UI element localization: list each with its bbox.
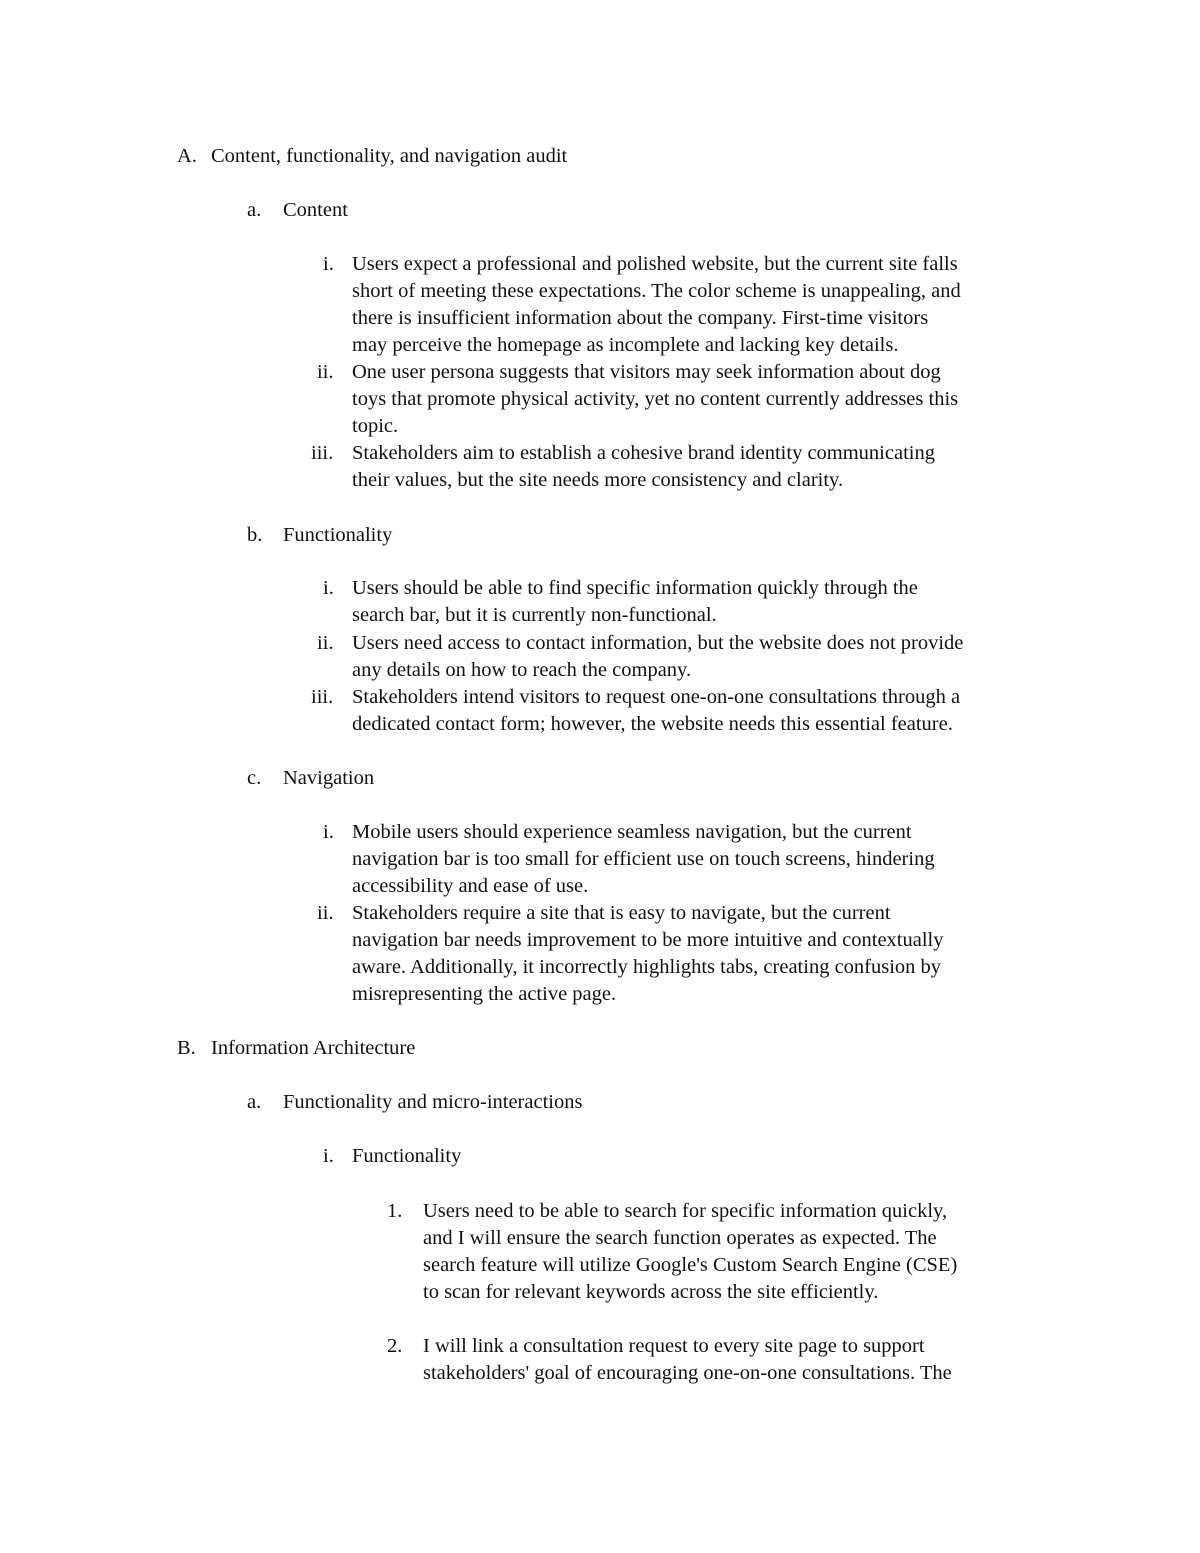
list-marker: iii. bbox=[311, 686, 334, 708]
list-marker: 1. bbox=[387, 1200, 403, 1222]
list-item-line: navigation bar is too small for efficient use on touch screens, hindering bbox=[352, 848, 935, 870]
list-item-line: One user persona suggests that visitors may seek information about dog bbox=[352, 361, 941, 383]
list-marker: i. bbox=[323, 577, 334, 599]
list-item-line: may perceive the homepage as incomplete and lacking key details. bbox=[352, 334, 899, 356]
list-item-line: topic. bbox=[352, 415, 399, 437]
list-item-line: Users should be able to find specific information quickly through the bbox=[352, 577, 918, 599]
navigation-title: Navigation bbox=[283, 767, 375, 789]
section-a-title: Content, functionality, and navigation audit bbox=[211, 145, 568, 167]
list-item-line: dedicated contact form; however, the website needs this essential feature. bbox=[352, 713, 953, 735]
navigation-marker: c. bbox=[247, 767, 262, 789]
list-item-line: there is insufficient information about the company. First-time visitors bbox=[352, 307, 929, 329]
list-marker: ii. bbox=[317, 902, 334, 924]
section-b-marker: B. bbox=[177, 1037, 196, 1059]
list-item-line: Users need to be able to search for specific information quickly, bbox=[423, 1200, 948, 1222]
list-item-line: misrepresenting the active page. bbox=[352, 983, 617, 1005]
list-item-line: Users need access to contact information, but the website does not provide bbox=[352, 632, 964, 654]
functionality-sub-title: Functionality bbox=[352, 1145, 462, 1167]
list-item-line: any details on how to reach the company. bbox=[352, 659, 692, 681]
list-marker: ii. bbox=[317, 632, 334, 654]
list-marker: iii. bbox=[311, 442, 334, 464]
list-item-line: to scan for relevant keywords across the site efficiently. bbox=[423, 1281, 879, 1303]
list-item-line: short of meeting these expectations. The color scheme is unappealing, and bbox=[352, 280, 961, 302]
list-item-line: and I will ensure the search function operates as expected. The bbox=[423, 1227, 937, 1249]
list-marker: i. bbox=[323, 253, 334, 275]
list-item-line: navigation bar needs improvement to be more intuitive and contextually bbox=[352, 929, 944, 951]
section-a-marker: A. bbox=[177, 145, 197, 167]
list-item-line: Stakeholders intend visitors to request one-on-one consultations through a bbox=[352, 686, 961, 708]
micro-interactions-title: Functionality and micro-interactions bbox=[283, 1091, 583, 1113]
micro-interactions-marker: a. bbox=[247, 1091, 262, 1113]
list-marker: ii. bbox=[317, 361, 334, 383]
functionality-sub-marker: i. bbox=[323, 1145, 334, 1167]
list-marker: i. bbox=[323, 821, 334, 843]
list-item-line: Mobile users should experience seamless navigation, but the current bbox=[352, 821, 912, 843]
list-item-line: Stakeholders require a site that is easy to navigate, but the current bbox=[352, 902, 891, 924]
list-marker: 2. bbox=[387, 1335, 403, 1357]
list-item-line: I will link a consultation request to every site page to support bbox=[423, 1335, 925, 1357]
list-item-line: accessibility and ease of use. bbox=[352, 875, 589, 897]
list-item-line: search bar, but it is currently non-functional. bbox=[352, 604, 717, 626]
functionality-title: Functionality bbox=[283, 524, 393, 546]
list-item-line: aware. Additionally, it incorrectly highlights tabs, creating confusion by bbox=[352, 956, 942, 978]
functionality-marker: b. bbox=[247, 524, 263, 546]
content-title: Content bbox=[283, 199, 348, 221]
list-item-line: toys that promote physical activity, yet no content currently addresses this bbox=[352, 388, 959, 410]
content-marker: a. bbox=[247, 199, 262, 221]
list-item-line: Users expect a professional and polished website, but the current site falls bbox=[352, 253, 958, 275]
section-b-title: Information Architecture bbox=[211, 1037, 416, 1059]
list-item-line: their values, but the site needs more consistency and clarity. bbox=[352, 469, 844, 491]
list-item-line: search feature will utilize Google's Custom Search Engine (CSE) bbox=[423, 1254, 958, 1276]
list-item-line: stakeholders' goal of encouraging one-on-one consultations. The bbox=[423, 1362, 952, 1384]
list-item-line: Stakeholders aim to establish a cohesive brand identity communicating bbox=[352, 442, 935, 464]
